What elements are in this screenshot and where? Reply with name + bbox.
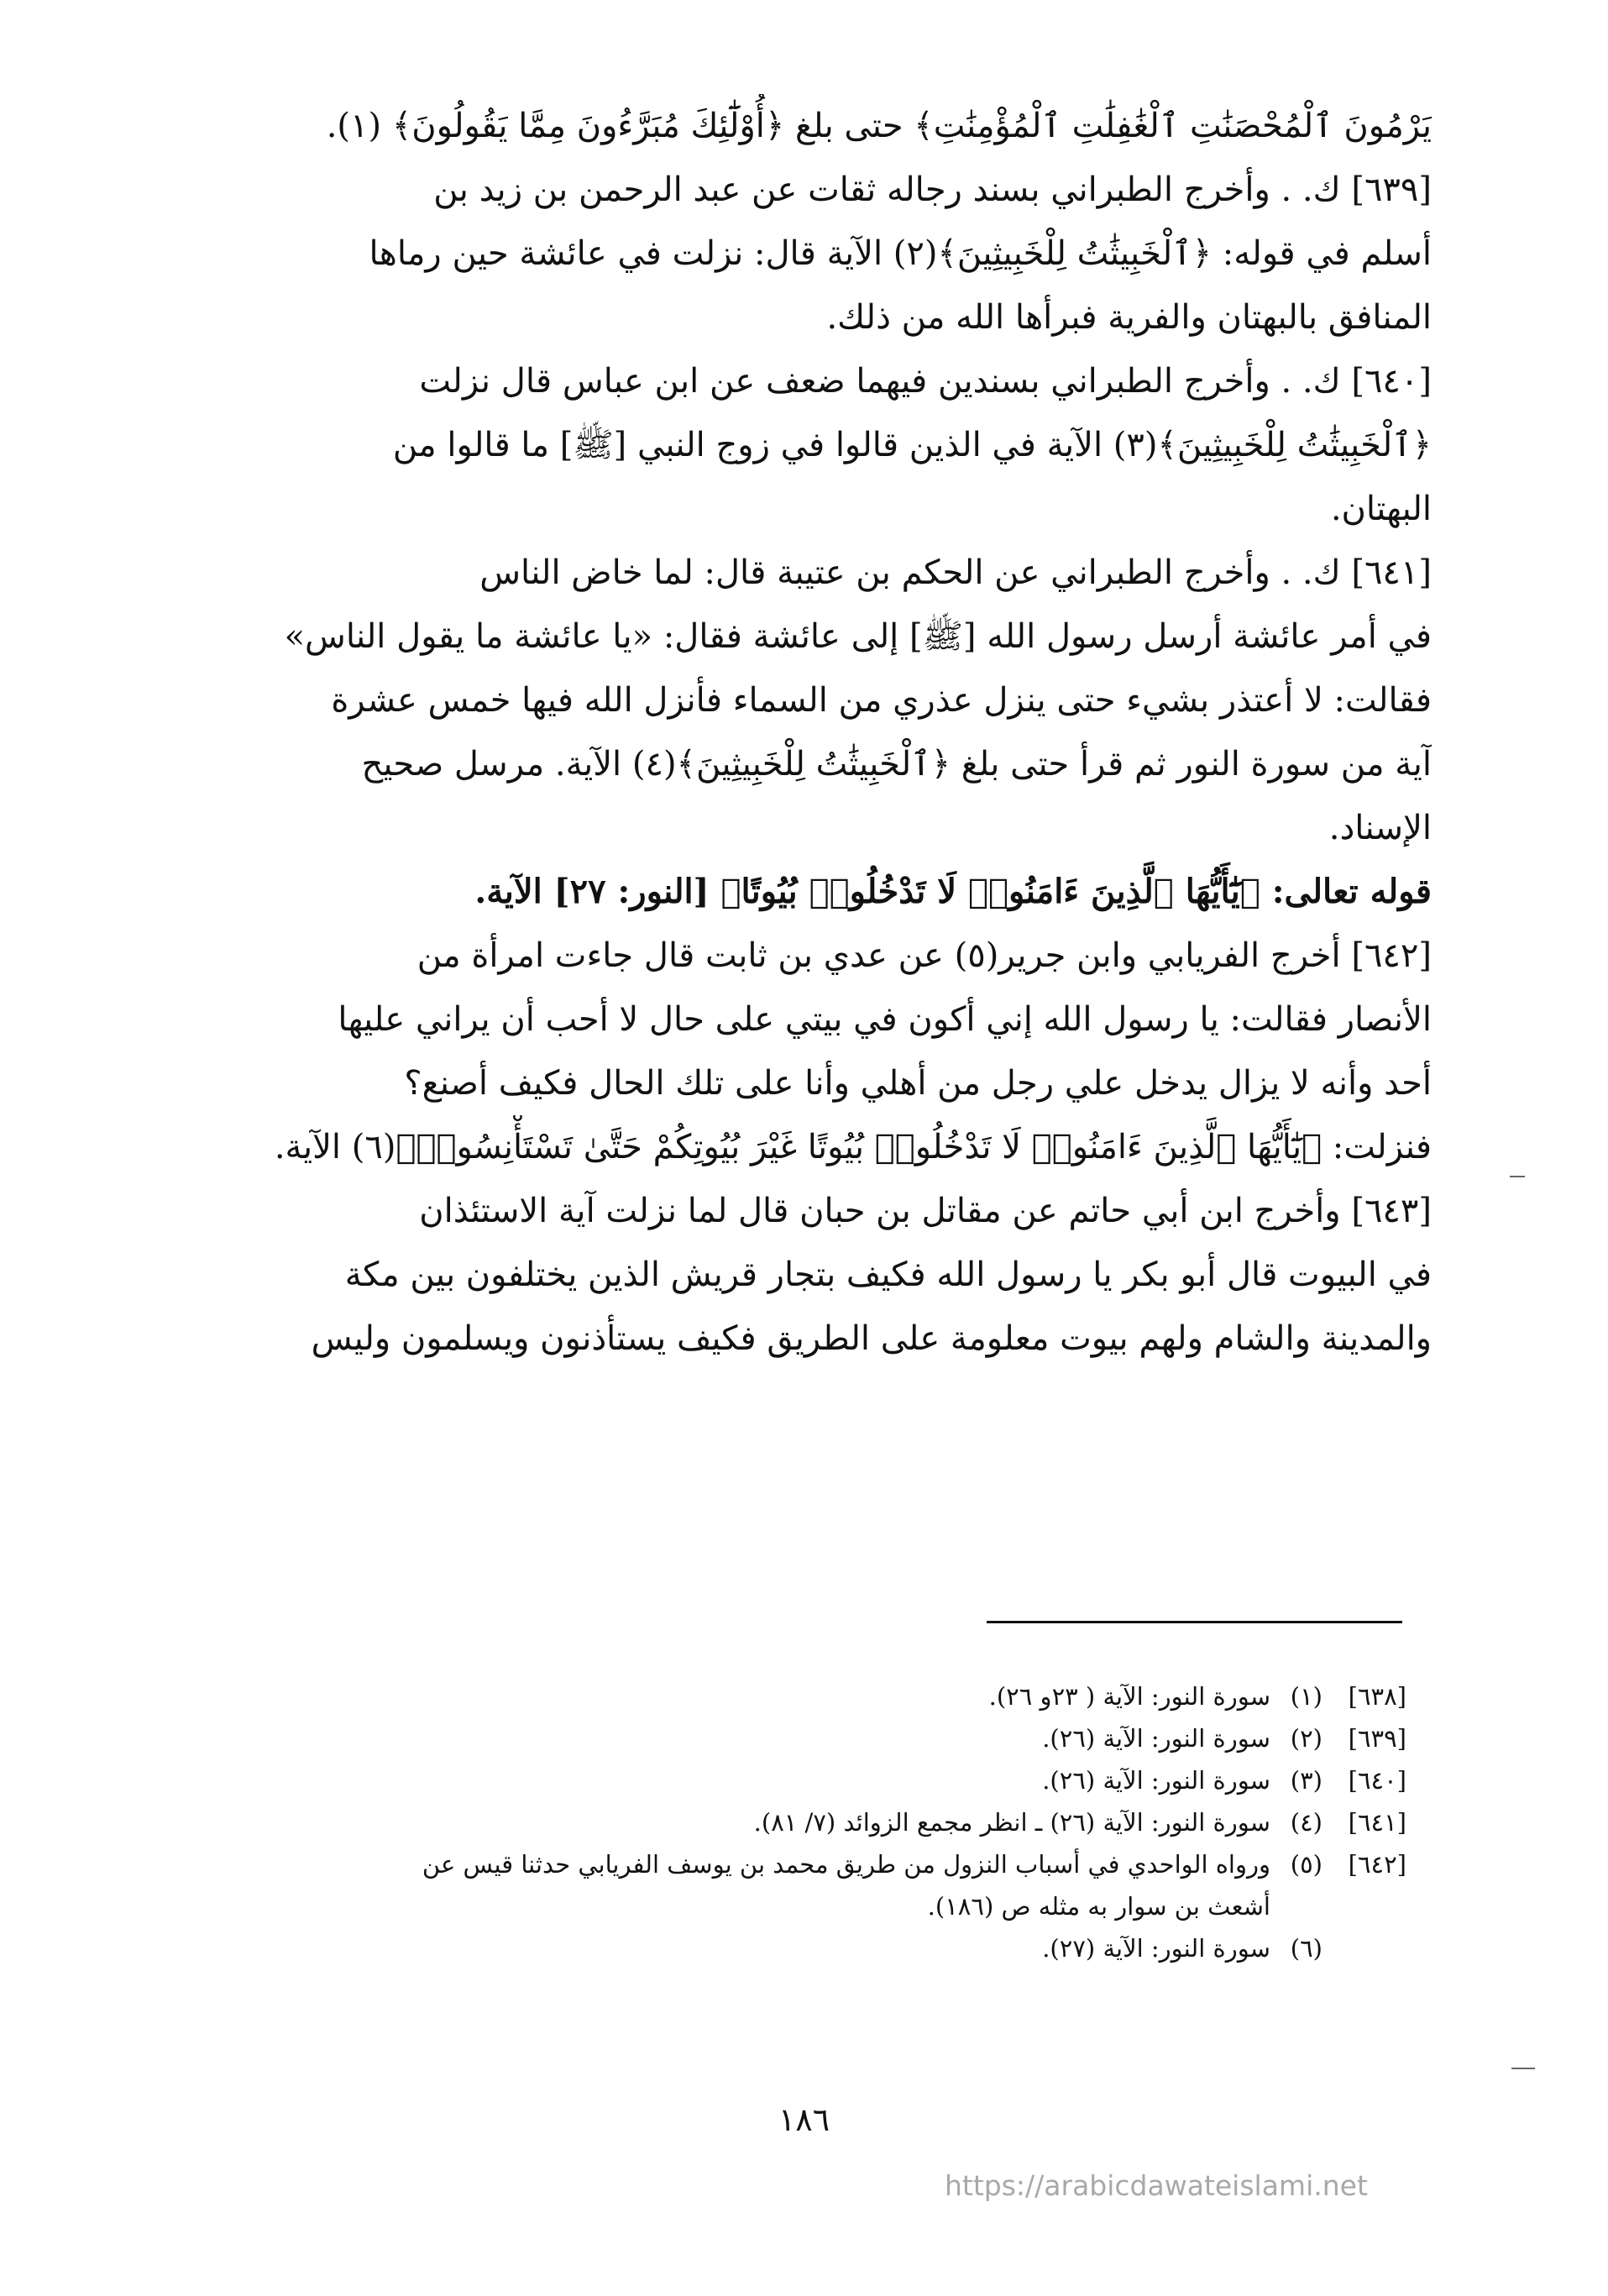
- footnote-number: (٦): [1290, 1934, 1323, 1963]
- footnote-divider: [987, 1621, 1402, 1623]
- main-text: [189, 94, 1432, 1371]
- footnote: [189, 1717, 1406, 1759]
- text-line: [٦٣٩] ك. . وأخرج الطبراني بسند رجاله ثقات عن عبد الرحمن بن زيد بن: [433, 170, 1432, 209]
- footnote: [189, 1927, 1406, 1969]
- footnote-text: سورة النور: الآية (٢٦).: [1042, 1724, 1270, 1753]
- scan-mark: [1510, 1176, 1525, 1177]
- footnote-text: سورة النور: الآية ( ٢٣و ٢٦).: [988, 1682, 1270, 1711]
- text-line: في البيوت قال أبو بكر يا رسول الله فكيف بتجار قريش الذين يختلفون بين مكة: [344, 1255, 1432, 1294]
- footnote-ref: [1323, 1927, 1406, 1969]
- footnote-text: سورة النور: الآية (٢٦) ـ انظر مجمع الزوائد (٧/ ٨١).: [753, 1808, 1270, 1837]
- footnote: [189, 1675, 1406, 1717]
- footnote-number: (٥): [1290, 1850, 1323, 1879]
- text-line: فنزلت: ﴿يَٰٓأَيُّهَا ٱلَّذِينَ ءَامَنُوا۟ لَا تَدْخُلُوا۟ بُيُوتًا غَيْرَ بُيُوتِكُمْ حَتَّىٰ تَسْتَأْنِسُوا۟﴾(٦) الآية.: [274, 1128, 1432, 1166]
- text-line: في أمر عائشة أرسل رسول الله [ﷺ] إلى عائشة فقال: «يا عائشة ما يقول الناس»: [284, 617, 1432, 656]
- footnotes: [189, 1675, 1406, 1969]
- text-line: آية من سورة النور ثم قرأ حتى بلغ ﴿ٱلْخَبِيثَٰتُ لِلْخَبِيثِينَ﴾(٤) الآية. مرسل صحيح: [361, 745, 1432, 784]
- footnote-ref: [٦٤٢]: [1348, 1850, 1406, 1879]
- text-line: [٦٤٣] وأخرج ابن أبي حاتم عن مقاتل بن حبان قال لما نزلت آية الاستئذان: [419, 1192, 1432, 1230]
- text-line: والمدينة والشام ولهم بيوت معلومة على الطريق فكيف يستأذنون ويسلمون وليس: [311, 1319, 1432, 1358]
- text-line: أسلم في قوله: ﴿ٱلْخَبِيثَٰتُ لِلْخَبِيثِينَ﴾(٢) الآية قال: نزلت في عائشة حين رماها: [369, 234, 1432, 273]
- text-line: فقالت: لا أعتذر بشيء حتى ينزل عذري من السماء فأنزل الله فيها خمس عشرة: [331, 681, 1432, 720]
- text-line: البهتان.: [1330, 490, 1432, 528]
- text-line: المنافق بالبهتان والفرية فبرأها الله من ذلك.: [826, 298, 1432, 337]
- scan-mark: [1511, 2068, 1535, 2069]
- footnote-ref: [٦٣٨]: [1348, 1682, 1406, 1711]
- footnote-ref: [٦٣٩]: [1348, 1724, 1406, 1753]
- footnote-number: (١): [1290, 1682, 1323, 1711]
- footnote-number: (٤): [1290, 1808, 1323, 1837]
- page-number: ١٨٦: [778, 2101, 830, 2138]
- footnote-ref: [٦٤٠]: [1348, 1766, 1406, 1795]
- verse-heading: قوله تعالى: ﴿يَٰٓأَيُّهَا ٱلَّذِينَ ءَامَنُوا۟ لَا تَدْخُلُوا۟ بُيُوتًا﴾ [النور: ٢٧] الآية.: [474, 872, 1432, 911]
- footnote-text: سورة النور: الآية (٢٦).: [1042, 1766, 1270, 1795]
- footnote-text: ورواه الواحدي في أسباب النزول من طريق محمد بن يوسف الفريابي حدثنا قيس عن: [422, 1850, 1270, 1879]
- footnote: [189, 1843, 1406, 1885]
- text-line: أحد وأنه لا يزال يدخل علي رجل من أهلي وأنا على تلك الحال فكيف أصنع؟: [404, 1064, 1432, 1103]
- footnote-number: (٢): [1290, 1724, 1323, 1753]
- text-line: [٦٤١] ك. . وأخرج الطبراني عن الحكم بن عتيبة قال: لما خاض الناس: [479, 553, 1432, 592]
- footnote-ref: [٦٤١]: [1348, 1808, 1406, 1837]
- footnote: [189, 1801, 1406, 1843]
- footnote-continuation: أشعث بن سوار به مثله ص (١٨٦).: [927, 1892, 1270, 1921]
- text-line: ﴿ٱلْخَبِيثَٰتُ لِلْخَبِيثِينَ﴾(٣) الآية في الذين قالوا في زوج النبي [ﷺ] ما قالوا من: [392, 426, 1432, 464]
- text-line: [٦٤٠] ك. . وأخرج الطبراني بسندين فيهما ضعف عن ابن عباس قال نزلت: [419, 362, 1432, 401]
- footnote-number: (٣): [1290, 1766, 1323, 1795]
- text-line: الإسناد.: [1328, 809, 1432, 847]
- watermark-url: https://arabicdawateislami.net: [945, 2169, 1368, 2202]
- text-line: الأنصار فقالت: يا رسول الله إني أكون في بيتي على حال لا أحب أن يراني عليها: [338, 1000, 1432, 1039]
- text-line: [٦٤٢] أخرج الفريابي وابن جرير(٥) عن عدي بن ثابت قال جاءت امرأة من: [416, 936, 1432, 975]
- footnote: [189, 1759, 1406, 1801]
- text-line: يَرْمُونَ ٱلْمُحْصَنَٰتِ ٱلْغَٰفِلَٰتِ ٱلْمُؤْمِنَٰتِ﴾ حتى بلغ ﴿أُوْلَٰٓئِكَ مُبَرَّءُونَ مِمَّا يَقُولُونَ﴾ (١).: [326, 107, 1432, 145]
- footnote-text: سورة النور: الآية (٢٧).: [1042, 1934, 1270, 1963]
